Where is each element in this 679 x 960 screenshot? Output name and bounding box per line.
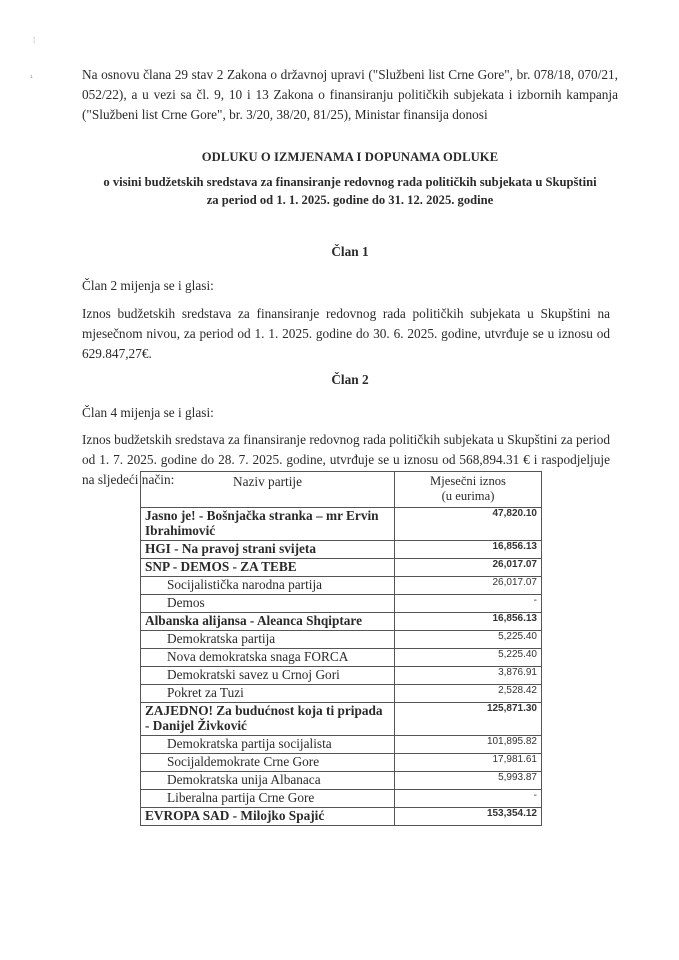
member-party-name: Demokratska partija: [141, 631, 395, 649]
header-monthly-amount: [395, 472, 542, 508]
member-party-amount: 3,876.91: [395, 667, 542, 685]
party-name: HGI - Na pravoj strani svijeta: [141, 541, 395, 559]
article-1-intro: Član 2 mijenja se i glasi:: [82, 278, 214, 293]
member-party-name: Demokratska unija Albanaca: [141, 772, 395, 790]
table-row: [141, 772, 542, 790]
member-party-amount: -: [395, 595, 542, 613]
party-amount: 16,856.13: [395, 613, 542, 631]
member-party-amount: 5,225.40: [395, 649, 542, 667]
member-party-amount: -: [395, 790, 542, 808]
table-row: [141, 754, 542, 772]
member-party-amount: 2,528.42: [395, 685, 542, 703]
party-amount: 47,820.10: [395, 508, 542, 541]
member-party-amount: 17,981.61: [395, 754, 542, 772]
party-funding-table: [140, 471, 542, 826]
preamble-paragraph: Na osnovu člana 29 stav 2 Zakona o državnoj upravi ("Službeni list Crne Gore", br. 078/18, 070/21, 052/22), a u vezi sa čl. 9, 10 i 13 Zakona o finansiranju političkih subjekata i izbornih kampanja ("Službeni list Crne Gore", br. 3/20, 38/20, 81/25), Ministar finansija donosi: [82, 67, 618, 122]
member-party-name: Demokratska partija socijalista: [141, 736, 395, 754]
party-name: SNP - DEMOS - ZA TEBE: [141, 559, 395, 577]
decision-subtitle: [76, 173, 624, 209]
table-header-row: [141, 472, 542, 508]
member-party-amount: 5,225.40: [395, 631, 542, 649]
party-name: Jasno je! - Bošnjačka stranka – mr Ervin Ibrahimović: [141, 508, 395, 541]
article-2-body: Iznos budžetskih sredstava za finansiranje redovnog rada političkih subjekata u Skupštini za period od 1. 7. 2025. godine do 28. 7. 2025. godine, utvrđuje se u iznosu od 568,894.31 € i raspodjeljuje na sljedeći način:: [82, 432, 610, 487]
party-amount: 125,871.30: [395, 703, 542, 736]
party-amount: 153,354.12: [395, 808, 542, 826]
member-party-name: Liberalna partija Crne Gore: [141, 790, 395, 808]
table-row: [141, 649, 542, 667]
table-row: [141, 808, 542, 826]
decision-title: ODLUKU O IZMJENAMA I DOPUNAMA ODLUKE: [201, 150, 499, 164]
member-party-name: Pokret za Tuzi: [141, 685, 395, 703]
table-row: [141, 559, 542, 577]
table-row: [141, 595, 542, 613]
table-row: [141, 736, 542, 754]
table-row: [141, 577, 542, 595]
table-row: [141, 685, 542, 703]
party-name: EVROPA SAD - Milojko Spajić: [141, 808, 395, 826]
party-amount: 16,856.13: [395, 541, 542, 559]
table-row: [141, 631, 542, 649]
party-name: ZAJEDNO! Za budućnost koja ti pripada - Danijel Živković: [141, 703, 395, 736]
member-party-name: Demos: [141, 595, 395, 613]
member-party-amount: 101,895.82: [395, 736, 542, 754]
article-1-body: Iznos budžetskih sredstava za finansiranje redovnog rada političkih subjekata u Skupštini na mjesečnom nivou, za period od 1. 1. 2025. godine do 30. 6. 2025. godine, utvrđuje se u iznosu od 629.847,27€.: [82, 306, 610, 361]
table-row: [141, 790, 542, 808]
member-party-amount: 5,993.87: [395, 772, 542, 790]
table-row: [141, 703, 542, 736]
article-2-intro: Član 4 mijenja se i glasi:: [82, 405, 214, 420]
table-row: [141, 541, 542, 559]
header-party-name: Naziv partije: [141, 472, 395, 508]
table-row: [141, 508, 542, 541]
member-party-amount: 26,017.07: [395, 577, 542, 595]
subtitle-line: za period od 1. 1. 2025. godine do 31. 12. 2025. godine: [206, 193, 494, 207]
margin-mark: ¹: [30, 73, 33, 82]
article-1-heading: Član 1: [331, 244, 369, 259]
table-row: [141, 613, 542, 631]
member-party-name: Demokratski savez u Crnoj Gori: [141, 667, 395, 685]
subtitle-line: o visini budžetskih sredstava za finansiranje redovnog rada političkih subjekata u Skupštini: [103, 175, 597, 189]
table-row: [141, 667, 542, 685]
member-party-name: Nova demokratska snaga FORCA: [141, 649, 395, 667]
header-amount-line: Mjesečni iznos: [430, 474, 506, 488]
party-name: Albanska alijansa - Aleanca Shqiptare: [141, 613, 395, 631]
party-amount: 26,017.07: [395, 559, 542, 577]
margin-mark: ⁞: [33, 36, 36, 45]
article-2-heading: Član 2: [331, 372, 369, 387]
header-amount-unit: (u eurima): [441, 489, 495, 503]
member-party-name: Socijalistička narodna partija: [141, 577, 395, 595]
member-party-name: Socijaldemokrate Crne Gore: [141, 754, 395, 772]
